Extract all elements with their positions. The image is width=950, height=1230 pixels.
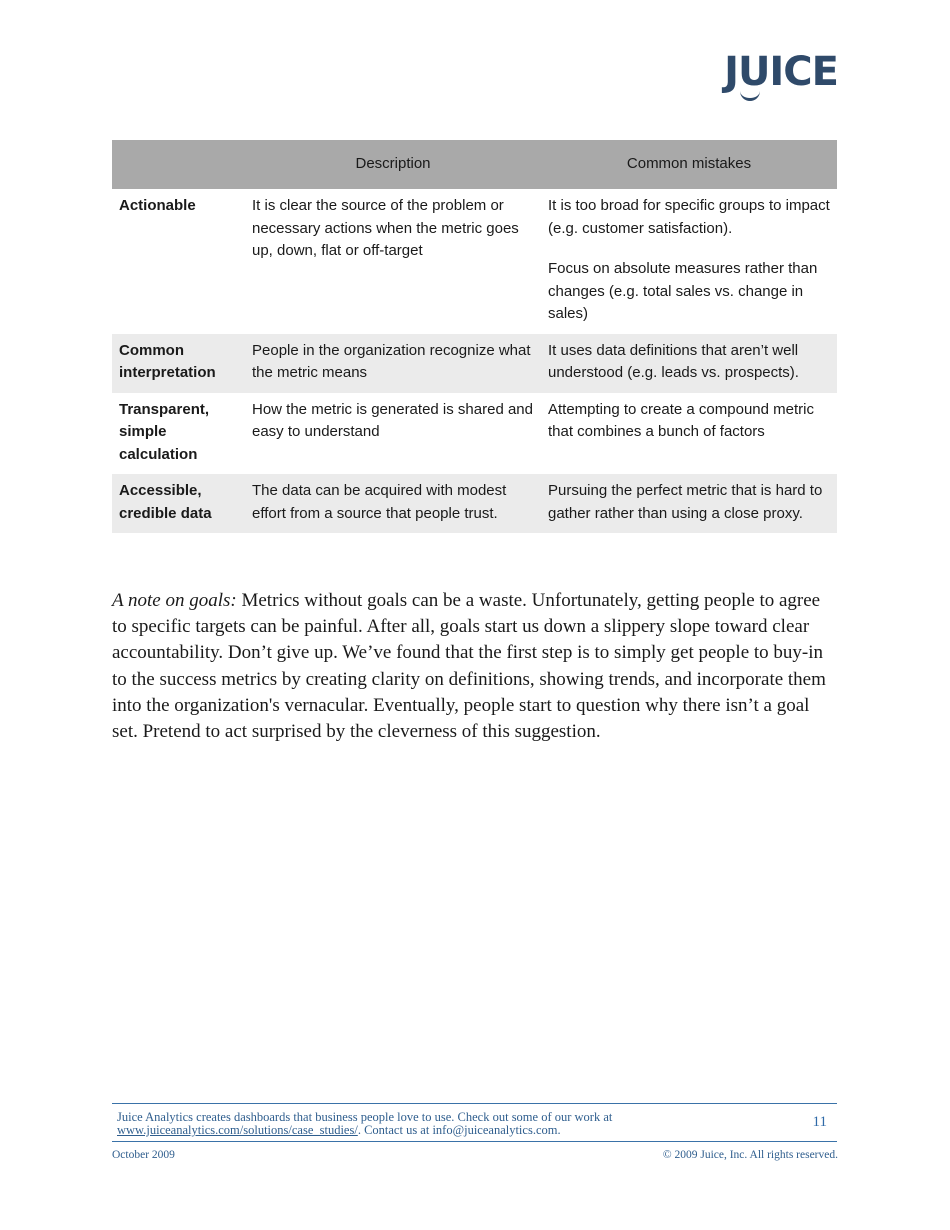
header-criterion [112,140,245,189]
logo-text: JUICE [724,49,838,95]
case-studies-link[interactable]: www.juiceanalytics.com/solutions/case_studies/ [117,1123,358,1137]
footer-bottom-rule [112,1141,837,1142]
mistake-text: Attempting to create a compound metric that combines a bunch of factors [548,400,814,440]
table-row [112,189,837,334]
mistake-text: It is too broad for specific groups to impact (e.g. customer satisfaction). [548,197,830,237]
row-criterion: Transparent, simple calculation [119,400,210,463]
table-header-row [112,140,837,189]
metrics-criteria-table [112,140,837,533]
footer-line1: Juice Analytics creates dashboards that business people love to use. Check out some of our work at [117,1110,613,1124]
row-mistakes [541,393,837,475]
row-description: People in the organization recognize what the metric means [245,334,541,393]
mistake-text: It uses data definitions that aren’t well understood (e.g. leads vs. prospects). [548,341,799,381]
row-criterion: Actionable [119,197,196,214]
row-criterion: Accessible, credible data [112,474,245,533]
row-mistakes [541,334,837,393]
mistake-text: Focus on absolute measures rather than changes (e.g. total sales vs. change in sales) [548,260,818,322]
note-lead: A note on goals: [112,590,237,611]
table-row [112,474,837,533]
table-row [112,393,837,475]
note-body: Metrics without goals can be a waste. Unfortunately, getting people to agree to specific targets can be painful. After all, goals start us down a slippery slope toward clear accountability. Don’t give up. We’ve found that the first step is to simply get people to buy-in to the success metrics by creating clarity on definitions, showing trends, and incorporate them into the organization's vernacular. Eventually, people start to question why there isn’t a goal set. Pretend to act surprised by the cleverness of this suggestion. [112,590,826,743]
juice-logo [724,49,838,95]
mistake-text: Pursuing the perfect metric that is hard to gather rather than using a close proxy. [548,482,823,522]
row-criterion: Common interpretation [112,334,245,393]
goals-note-paragraph [112,588,837,745]
footer-contact: . Contact us at info@juiceanalytics.com. [357,1123,561,1137]
page-number: 11 [812,1114,827,1130]
row-mistakes [541,189,837,334]
row-mistakes [541,474,837,533]
row-description: How the metric is generated is shared and easy to understand [252,400,533,440]
row-description: The data can be acquired with modest effort from a source that people trust. [245,474,541,533]
footer-copyright: © 2009 Juice, Inc. All rights reserved. [662,1149,838,1161]
logo-smile-icon [740,88,760,101]
footer-top-rule [112,1103,837,1104]
footer-blurb [117,1111,737,1137]
table-row [112,334,837,393]
footer-date: October 2009 [112,1149,175,1161]
header-common-mistakes: Common mistakes [541,140,837,189]
header-description: Description [245,140,541,189]
row-description: It is clear the source of the problem or necessary actions when the metric goes up, down, flat or off-target [252,197,519,259]
